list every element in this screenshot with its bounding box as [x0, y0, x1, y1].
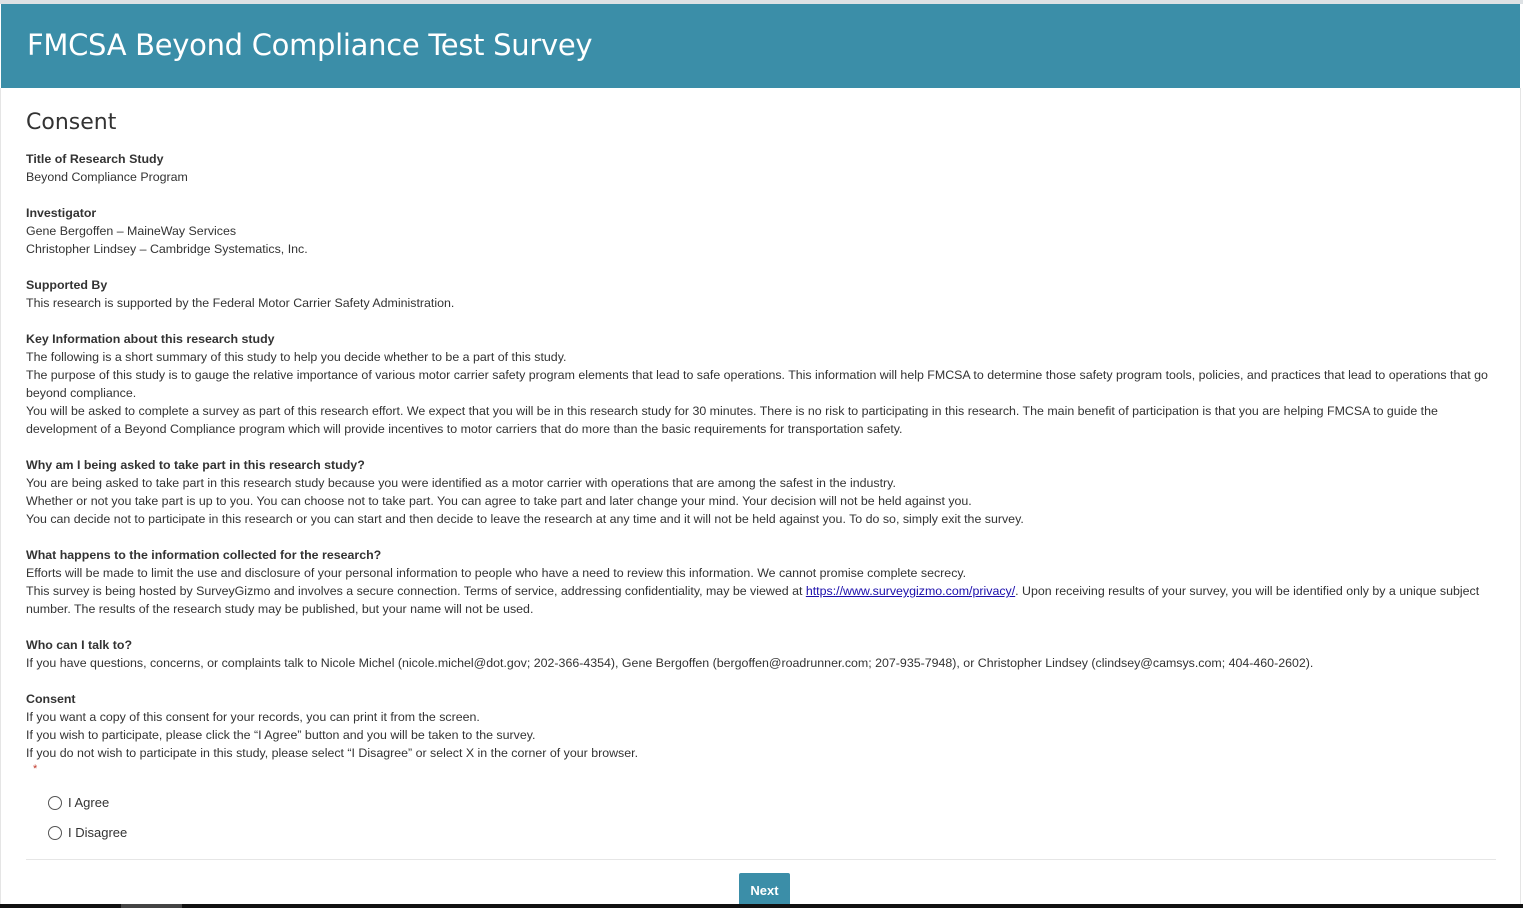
required-asterisk: *	[33, 763, 38, 775]
section-heading: Consent	[26, 692, 76, 706]
radio-agree[interactable]	[48, 796, 62, 810]
section-consent	[26, 690, 1498, 762]
section-heading: Investigator	[26, 206, 97, 220]
option-label: I Agree	[68, 795, 110, 810]
page-title: Consent	[26, 110, 117, 135]
divider	[26, 859, 1496, 860]
horizontal-scrollbar[interactable]	[0, 904, 1523, 908]
survey-title: FMCSA Beyond Compliance Test Survey	[27, 28, 593, 62]
next-button[interactable]: Next	[739, 873, 790, 908]
section-heading: Supported By	[26, 278, 108, 292]
section-text: You can decide not to participate in this research or you can start and then decide to leave the research at any time and it will not be held against you. To do so, simply exit the survey.	[26, 512, 1024, 526]
section-text: If you want a copy of this consent for your records, you can print it from the screen.	[26, 710, 480, 724]
section-title-of-study	[26, 150, 1498, 186]
section-key-information	[26, 330, 1498, 438]
radio-disagree[interactable]	[48, 826, 62, 840]
section-heading: Title of Research Study	[26, 152, 164, 166]
section-text: You will be asked to complete a survey as part of this research effort. We expect that you will be in this research study for 30 minutes. There is no risk to participating in this research. The main benefit of participation is that you are helping FMCSA to guide the development of a Beyond Compliance program which will provide incentives to motor carriers that do more than the basic requirements for transportation safety.	[26, 404, 1438, 436]
section-heading: Key Information about this research study	[26, 332, 275, 346]
section-text: Gene Bergoffen – MaineWay Services	[26, 224, 237, 238]
section-heading: Why am I being asked to take part in this research study?	[26, 458, 365, 472]
survey-header	[1, 4, 1520, 88]
section-text: The following is a short summary of this study to help you decide whether to be a part of this study.	[26, 350, 567, 364]
option-label: I Disagree	[68, 825, 128, 840]
text-before-link: This survey is being hosted by SurveyGizmo and involves a secure connection. Terms of service, addressing confidentiality, may be viewed at	[26, 584, 806, 598]
section-supported-by	[26, 276, 1498, 312]
section-text: Whether or not you take part is up to you. You can choose not to take part. You can agree to take part and later change your mind. Your decision will not be held against you.	[26, 494, 972, 508]
section-why-asked	[26, 456, 1498, 528]
section-heading: What happens to the information collected for the research?	[26, 548, 382, 562]
section-text: The purpose of this study is to gauge the relative importance of various motor carrier safety program elements that lead to safe operations. This information will help FMCSA to determine those safety program tools, policies, and practices that lead to operations that go beyond compliance.	[26, 368, 1488, 400]
section-heading: Who can I talk to?	[26, 638, 133, 652]
section-text: You are being asked to take part in this research study because you were identified as a motor carrier with operations that are among the safest in the industry.	[26, 476, 896, 490]
section-text	[26, 582, 1498, 618]
section-text: If you wish to participate, please click the “I Agree” button and you will be taken to the survey.	[26, 728, 536, 742]
section-text: If you do not wish to participate in this study, please select “I Disagree” or select X in the corner of your browser.	[26, 746, 639, 760]
privacy-link[interactable]: https://www.surveygizmo.com/privacy/	[805, 584, 1016, 598]
option-agree[interactable]	[48, 794, 1498, 812]
section-text: Christopher Lindsey – Cambridge Systematics, Inc.	[26, 242, 308, 256]
section-text: If you have questions, concerns, or complaints talk to Nicole Michel (nicole.michel@dot.gov; 202-366-4354), Gene Bergoffen (bergoffen@roadrunner.com; 207-935-7948), or Christopher Lindsey (clindsey@camsys.com; 404-460-2602).	[26, 656, 1314, 670]
consent-radio-group	[48, 794, 1498, 842]
scrollbar-thumb[interactable]	[121, 904, 182, 908]
section-text: This research is supported by the Federal Motor Carrier Safety Administration.	[26, 296, 455, 310]
consent-content	[26, 108, 1498, 854]
option-disagree[interactable]	[48, 824, 1498, 842]
section-investigator	[26, 204, 1498, 258]
text-after-link: . Upon receiving results of your survey, you will be identified only by a unique subject number. The results of the research study may be published, but your name will not be used.	[26, 584, 1480, 616]
section-text: Efforts will be made to limit the use and disclosure of your personal information to people who have a need to review this information. We cannot promise complete secrecy.	[26, 566, 967, 580]
section-text: Beyond Compliance Program	[26, 170, 188, 184]
section-who-to-talk-to	[26, 636, 1498, 672]
section-information-collected	[26, 546, 1498, 618]
